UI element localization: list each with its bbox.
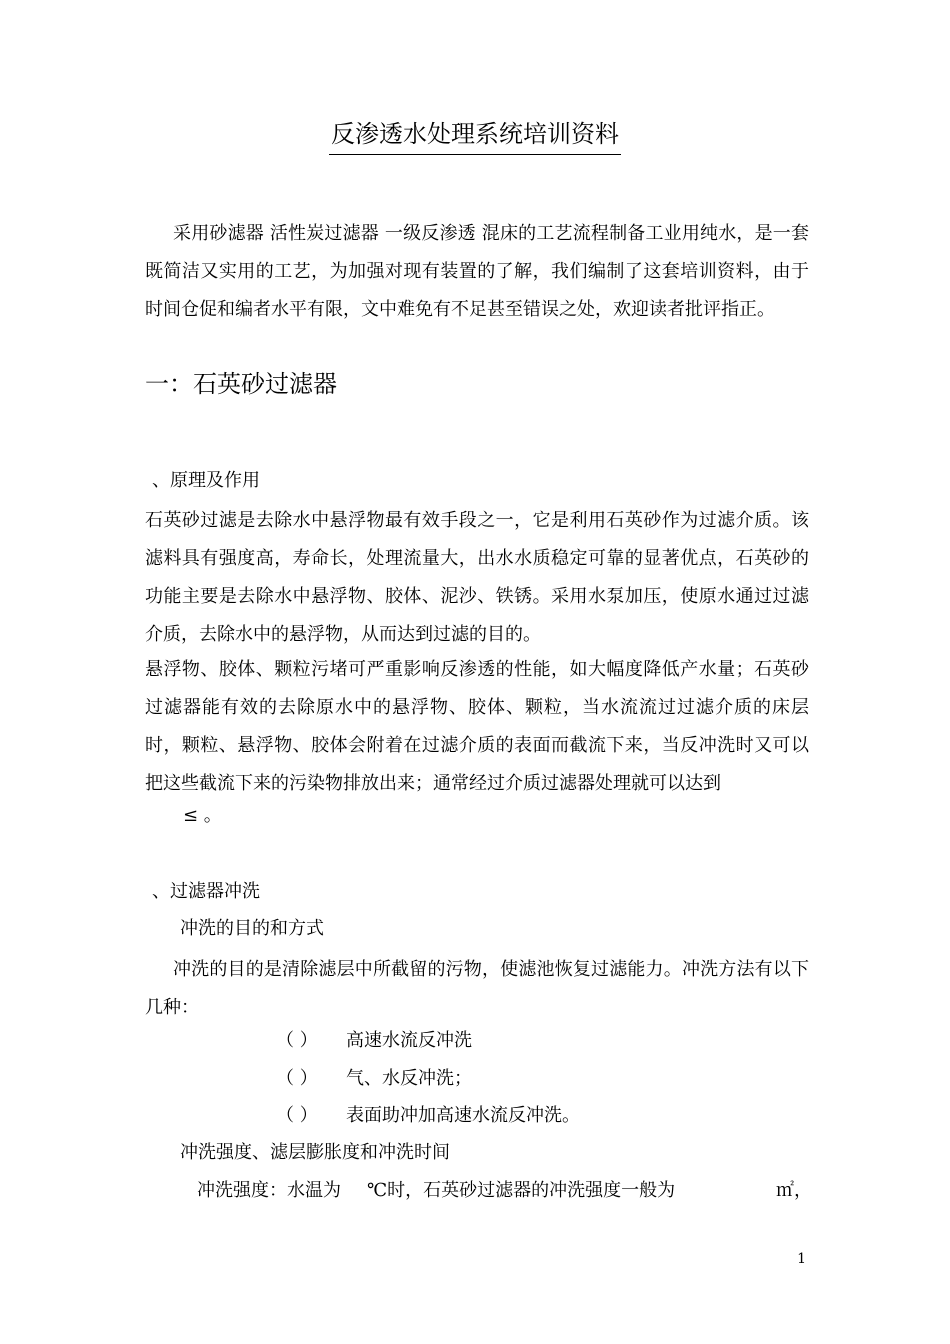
list-item: 表面助冲加高速水流反冲洗。 xyxy=(346,1105,580,1126)
list-item-marker: （ ） xyxy=(276,1068,318,1089)
list-item: 气、水反冲洗； xyxy=(346,1068,472,1089)
document-title-text: 反渗透水处理系统培训资料 xyxy=(329,116,621,155)
principle-paragraph-2-end: ≤ 。 xyxy=(183,805,222,826)
intensity-text-start: 冲洗强度：水温为 xyxy=(197,1180,341,1201)
intensity-heading: 冲洗强度、滤层膨胀度和冲洗时间 xyxy=(180,1142,450,1163)
intensity-text-middle: ℃时，石英砂过滤器的冲洗强度一般为 xyxy=(367,1180,676,1201)
section-heading-quartz-sand-filter: 一：石英砂过滤器 xyxy=(145,370,337,398)
page-number: 1 xyxy=(797,1251,806,1267)
subsection-heading-backwash: 、过滤器冲洗 xyxy=(152,881,260,902)
list-item: 高速水流反冲洗 xyxy=(346,1030,472,1051)
list-item-marker: （ ） xyxy=(276,1105,318,1126)
intensity-text-end: ㎡， xyxy=(776,1180,812,1201)
principle-paragraph-2: 悬浮物、胶体、颗粒污堵可严重影响反渗透的性能，如大幅度降低产水量；石英砂过滤器能有效的去除原水中的悬浮物、胶体、颗粒，当水流流过过滤介质的床层时，颗粒、悬浮物、胶体会附着在过滤介质的表面而截流下来，当反冲洗时又可以把这些截流下来的污染物排放出来；通常经过介质过滤器处理就可以达到 xyxy=(145,659,809,794)
principle-paragraph-1: 石英砂过滤是去除水中悬浮物最有效手段之一，它是利用石英砂作为过滤介质。该滤料具有强度高，寿命长，处理流量大，出水水质稳定可靠的显著优点，石英砂的功能主要是去除水中悬浮物、胶体、泥沙、铁锈。采用水泵加压，使原水通过过滤介质，去除水中的悬浮物，从而达到过滤的目的。 xyxy=(145,510,809,645)
subsection-heading-principle: 、原理及作用 xyxy=(152,470,260,491)
backwash-purpose-paragraph: 冲洗的目的是清除滤层中所截留的污物，使滤池恢复过滤能力。冲洗方法有以下几种： xyxy=(145,959,809,1018)
intro-paragraph: 采用砂滤器 活性炭过滤器 一级反渗透 混床的工艺流程制备工业用纯水，是一套既简洁又实用的工艺，为加强对现有装置的了解，我们编制了这套培训资料，由于时间仓促和编者水平有限，文中难免有不足甚至错误之处，欢迎读者批评指正。 xyxy=(145,223,809,320)
document-title xyxy=(0,116,950,155)
list-item-marker: （ ） xyxy=(276,1030,318,1051)
backwash-purpose-heading: 冲洗的目的和方式 xyxy=(180,918,324,939)
